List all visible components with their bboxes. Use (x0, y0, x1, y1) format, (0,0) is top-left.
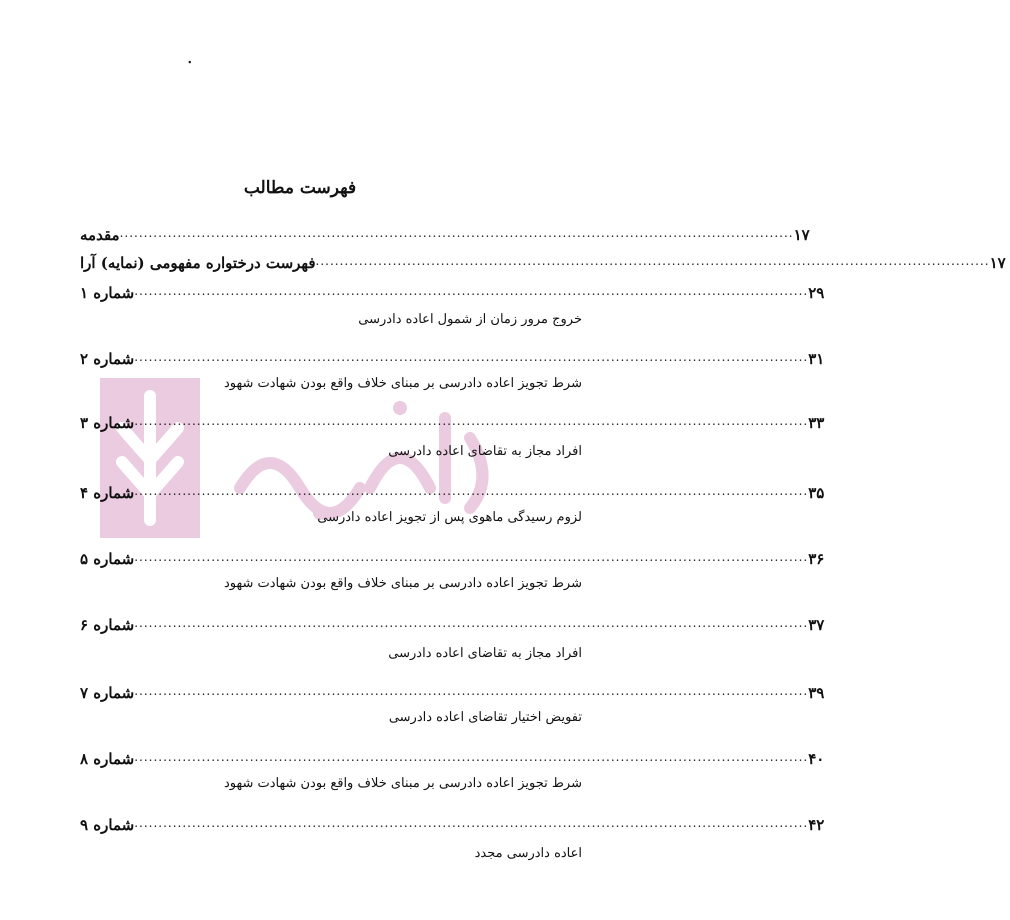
leader-dots: ............................................................................................................................................ (134, 750, 809, 764)
toc-page-number: ۳۵ (808, 484, 825, 502)
toc-entry-5[interactable] (78, 542, 825, 568)
toc-page-number: ۳۱ (808, 350, 825, 368)
leader-dots: ............................................................................................................................................ (134, 550, 809, 564)
toc-page-number: ۱۷ (793, 226, 810, 244)
toc-entry-2[interactable] (78, 342, 825, 368)
toc-entry-subtitle: افراد مجاز به تقاضای اعاده دادرسی (388, 646, 582, 661)
toc-entry-8[interactable] (78, 742, 825, 768)
toc-entry-label: شماره ۸ (80, 750, 135, 768)
toc-entry-concept-tree[interactable] (78, 246, 1006, 272)
toc-entry-label: شماره ۳ (80, 414, 135, 432)
toc-entry-subtitle: اعاده دادرسی مجدد (474, 846, 582, 861)
leader-dots: ............................................................................................................................................ (134, 350, 809, 364)
toc-entry-subtitle: شرط تجویز اعاده دادرسی بر مبنای خلاف واقع بودن شهادت شهود (223, 576, 582, 591)
leader-dots: ............................................................................................................................................ (134, 816, 809, 830)
toc-page-number: ۳۶ (808, 550, 825, 568)
toc-entry-subtitle: شرط تجویز اعاده دادرسی بر مبنای خلاف واقع بودن شهادت شهود (223, 776, 582, 791)
toc-title: فهرست مطالب (243, 178, 357, 198)
toc-entry-label: شماره ۲ (80, 350, 135, 368)
toc-page-number: ۳۳ (808, 414, 825, 432)
toc-entry-7[interactable] (78, 676, 825, 702)
toc-entry-subtitle: تفویض اختیار تقاضای اعاده دادرسی (388, 710, 582, 725)
toc-entry-subtitle: افراد مجاز به تقاضای اعاده دادرسی (388, 444, 582, 459)
toc-entry-label: شماره ۵ (80, 550, 135, 568)
leader-dots: ............................................................................................................................................ (134, 616, 809, 630)
toc-entry-intro[interactable] (78, 218, 810, 244)
toc-page-number: ۱۷ (989, 254, 1006, 272)
page-mark: ٠ (186, 54, 194, 70)
toc-entry-3[interactable] (78, 406, 825, 432)
toc-entry-label: فهرست درختواره مفهومی (نمایه) آرا (80, 254, 316, 272)
toc-entry-subtitle: خروج مرور زمان از شمول اعاده دادرسی (358, 312, 582, 327)
leader-dots: ............................................................................................................................................ (315, 254, 990, 268)
toc-page-number: ۳۷ (808, 616, 825, 634)
toc-page-number: ۴۰ (808, 750, 825, 768)
toc-entry-label: شماره ۴ (80, 484, 135, 502)
toc-entry-1[interactable] (78, 276, 825, 302)
toc-entry-label: شماره ۹ (80, 816, 135, 834)
toc-entry-9[interactable] (78, 808, 825, 834)
toc-entry-subtitle: لزوم رسیدگی ماهوی پس از تجویز اعاده دادرسی (317, 510, 582, 525)
leader-dots: ............................................................................................................................................ (119, 226, 794, 240)
leader-dots: ............................................................................................................................................ (134, 284, 809, 298)
leader-dots: ............................................................................................................................................ (134, 484, 809, 498)
toc-entry-label: مقدمه (80, 226, 120, 244)
toc-entry-4[interactable] (78, 476, 825, 502)
toc-page-number: ۴۲ (808, 816, 825, 834)
leader-dots: ............................................................................................................................................ (134, 414, 809, 428)
toc-entry-label: شماره ۶ (80, 616, 135, 634)
toc-entry-label: شماره ۱ (80, 284, 135, 302)
toc-page-number: ۳۹ (808, 684, 825, 702)
toc-entry-label: شماره ۷ (80, 684, 135, 702)
toc-page-number: ۲۹ (808, 284, 825, 302)
toc-entry-subtitle: شرط تجویز اعاده دادرسی بر مبنای خلاف واقع بودن شهادت شهود (223, 376, 582, 391)
leader-dots: ............................................................................................................................................ (134, 684, 809, 698)
toc-entry-6[interactable] (78, 608, 825, 634)
